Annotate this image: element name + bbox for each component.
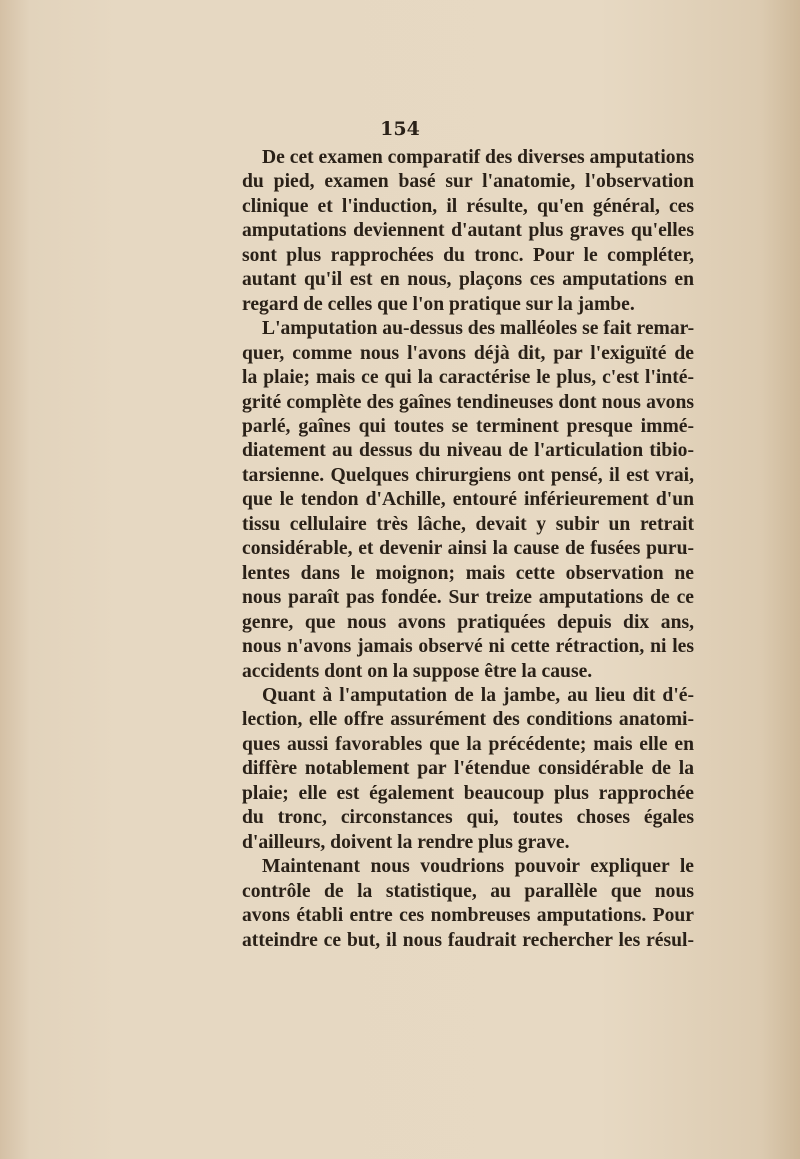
text-line: contrôle de la statistique, au parallèle que nous — [242, 880, 694, 902]
text-line: la plaie; mais ce qui la caractérise le plus, c'est l'inté- — [242, 367, 694, 389]
text-line: plaie; elle est également beaucoup plus rapprochée — [242, 782, 694, 804]
text-line: considérable, et devenir ainsi la cause de fusées puru- — [242, 538, 694, 560]
text-line: diatement au dessus du niveau de l'articulation tibio- — [242, 440, 694, 462]
text-line: atteindre ce but, il nous faudrait rechercher les résul- — [242, 929, 694, 951]
body-text — [242, 146, 694, 953]
text-line: lentes dans le moignon; mais cette observation ne — [242, 562, 694, 584]
text-line: sont plus rapprochées du tronc. Pour le compléter, — [242, 244, 694, 266]
text-line: nous paraît pas fondée. Sur treize amputations de ce — [242, 587, 694, 609]
text-line: quer, comme nous l'avons déjà dit, par l'exiguïté de — [242, 342, 694, 364]
text-line: lection, elle offre assurément des conditions anatomi- — [242, 709, 694, 731]
text-line: diffère notablement par l'étendue considérable de la — [242, 758, 694, 780]
text-line: tarsienne. Quelques chirurgiens ont pensé, il est vrai, — [242, 464, 694, 486]
text-line: grité complète des gaînes tendineuses dont nous avons — [242, 391, 694, 413]
text-line: tissu cellulaire très lâche, devait y subir un retrait — [242, 513, 694, 535]
text-line: nous n'avons jamais observé ni cette rétraction, ni les — [242, 636, 694, 658]
text-line: genre, que nous avons pratiquées depuis dix ans, — [242, 611, 694, 633]
paragraph-4 — [242, 855, 694, 953]
text-line: De cet examen comparatif des diverses amputations — [262, 147, 694, 168]
text-line: avons établi entre ces nombreuses amputations. Pour — [242, 905, 694, 927]
text-line: parlé, gaînes qui toutes se terminent presque immé- — [242, 415, 694, 437]
text-line: autant qu'il est en nous, plaçons ces amputations en — [242, 269, 694, 291]
text-line: du tronc, circonstances qui, toutes choses égales — [242, 807, 694, 829]
text-line: clinique et l'induction, il résulte, qu'en général, ces — [242, 195, 694, 217]
text-line: regard de celles que l'on pratique sur la jambe. — [242, 293, 635, 315]
paragraph-2 — [242, 317, 694, 684]
text-line: amputations deviennent d'autant plus graves qu'elles — [242, 220, 694, 242]
text-line: accidents dont on la suppose être la cause. — [242, 660, 593, 682]
paragraph-1 — [242, 146, 694, 317]
text-line: Quant à l'amputation de la jambe, au lieu dit d'é- — [262, 684, 694, 706]
text-line: que le tendon d'Achille, entouré inférieurement d'un — [242, 489, 694, 511]
text-line: d'ailleurs, doivent la rendre plus grave. — [242, 831, 570, 853]
text-line: du pied, examen basé sur l'anatomie, l'observation — [242, 171, 694, 193]
text-line: ques aussi favorables que la précédente; mais elle en — [242, 733, 694, 755]
paragraph-3 — [242, 684, 694, 855]
text-line: Maintenant nous voudrions pouvoir expliquer le — [262, 856, 694, 878]
text-line: L'amputation au-dessus des malléoles se fait remar- — [262, 318, 694, 340]
page-number: 154 — [380, 118, 420, 140]
